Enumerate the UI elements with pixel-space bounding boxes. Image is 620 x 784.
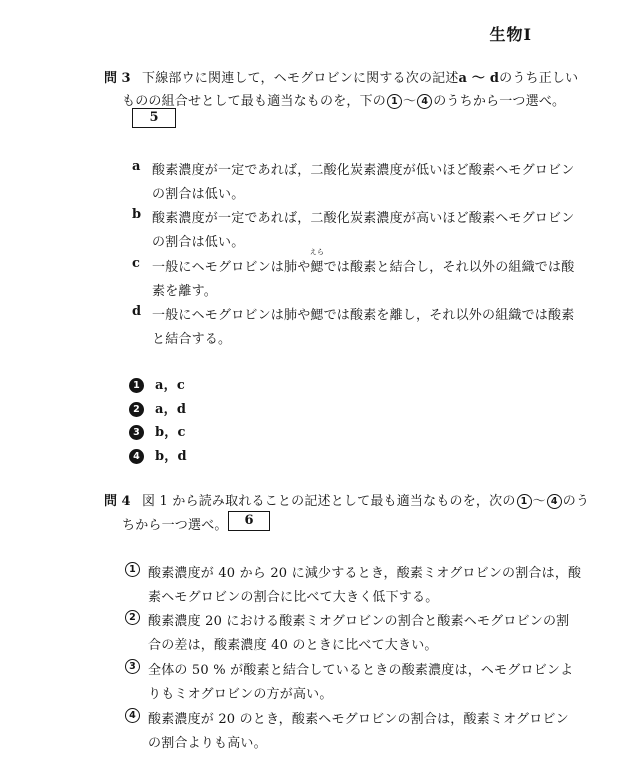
q4-stem-text: のう <box>562 494 590 509</box>
ruby-reading: えら <box>309 248 325 256</box>
statement-d-line-2: と結合する。 <box>152 332 232 347</box>
circled-number-icon: 2 <box>125 610 140 625</box>
circled-number-icon: 3 <box>125 659 140 674</box>
q4-choice-4-line-2: の割合よりも高い。 <box>148 736 267 751</box>
q3-choice-text: b，c <box>155 425 186 440</box>
circled-number-icon: 1 <box>517 494 532 509</box>
page-header-title: 生物Ⅰ <box>489 25 532 44</box>
tilde: ～ <box>532 494 546 509</box>
q3-choice-text: b，d <box>155 449 187 464</box>
statement-a-label: a <box>132 159 141 174</box>
statement-c-label: c <box>132 256 140 271</box>
circled-number-icon: 1 <box>129 378 144 393</box>
circled-number-icon: 4 <box>547 494 562 509</box>
q3-stem-line-1 <box>142 67 578 86</box>
q4-choice-3-line-2: りもミオグロビンの方が高い。 <box>148 687 333 702</box>
q4-stem-line-1 <box>142 490 589 509</box>
q4-choice-1-line-1: 酸素濃度が 40 から 20 に減少するとき，酸素ミオグロビンの割合は，酸 <box>148 566 582 581</box>
q4-choice-4[interactable] <box>124 708 141 723</box>
circled-number-icon: 1 <box>125 562 140 577</box>
tilde: ～ <box>403 94 417 109</box>
q3-answer-box[interactable]: 5 <box>132 108 176 128</box>
statement-b-line-2: の割合は低い。 <box>152 235 245 250</box>
statement-a-line-1: 酸素濃度が一定であれば，二酸化炭素濃度が低いほど酸素ヘモグロビン <box>152 163 575 178</box>
q4-choice-1-line-2: 素ヘモグロビンの割合に比べて大きく低下する。 <box>148 590 439 605</box>
gill-kanji: 鰓 <box>310 260 324 275</box>
q4-choice-2-line-1: 酸素濃度 20 における酸素ミオグロビンの割合と酸素ヘモグロビンの割 <box>148 614 570 629</box>
q3-stem-text: のうち正しい <box>499 71 579 86</box>
q4-choice-2[interactable] <box>124 610 141 625</box>
q4-stem-line-2: ちから一つ選べ。 <box>122 518 228 533</box>
statement-d-label: d <box>132 304 142 319</box>
statement-c-text: では酸素と結合し，それ以外の組織では酸 <box>323 260 575 275</box>
q4-answer-box[interactable]: 6 <box>228 511 270 531</box>
q4-label: 問 4 <box>104 494 131 509</box>
q4-choice-3-line-1: 全体の 50 % が酸素と結合しているときの酸素濃度は，ヘモグロビンよ <box>148 663 574 678</box>
statement-c-line-2: 素を離す。 <box>152 284 217 299</box>
q3-stem-text: のうちから一つ選べ。 <box>433 94 566 109</box>
q3-stem-text: 下線部ウに関連して，ヘモグロビンに関する次の記述 <box>142 71 459 86</box>
q4-choice-2-line-2: 合の差は，酸素濃度 40 のときに比べて大きい。 <box>148 638 438 653</box>
statement-b-line-1: 酸素濃度が一定であれば，二酸化炭素濃度が高いほど酸素ヘモグロビン <box>152 211 575 226</box>
statement-c-line-1 <box>152 248 575 275</box>
q3-label: 問 3 <box>104 71 131 86</box>
q3-stem-text: ものの組合せとして最も適当なものを，下の <box>122 94 387 109</box>
statement-b-label: b <box>132 207 142 222</box>
statement-d-line-1: 一般にヘモグロビンは肺や鰓では酸素を離し，それ以外の組織では酸素 <box>152 308 575 323</box>
circled-number-icon: 1 <box>387 94 402 109</box>
statement-a-line-2: の割合は低い。 <box>152 187 245 202</box>
q3-choice-1[interactable] <box>128 374 185 393</box>
q3-stem-range: a ～ d <box>458 71 500 86</box>
circled-number-icon: 4 <box>417 94 432 109</box>
circled-number-icon: 4 <box>129 449 144 464</box>
q3-stem-line-2 <box>122 90 565 109</box>
q4-choice-4-line-1: 酸素濃度が 20 のとき，酸素ヘモグロビンの割合は，酸素ミオグロビン <box>148 712 569 727</box>
q4-choice-3[interactable] <box>124 659 141 674</box>
q3-choice-2[interactable] <box>128 398 186 417</box>
q3-choice-text: a，c <box>155 378 185 393</box>
q4-choice-1[interactable] <box>124 562 141 577</box>
q3-choice-text: a，d <box>155 402 187 417</box>
q3-choice-4[interactable] <box>128 445 187 464</box>
statement-c-text: 一般にヘモグロビンは肺や <box>152 260 311 275</box>
circled-number-icon: 2 <box>129 402 144 417</box>
circled-number-icon: 4 <box>125 708 140 723</box>
ruby-gill-kanji <box>309 248 325 275</box>
q4-stem-text: 図 1 から読み取れることの記述として最も適当なものを，次の <box>142 494 516 509</box>
circled-number-icon: 3 <box>129 425 144 440</box>
q3-choice-3[interactable] <box>128 421 186 440</box>
